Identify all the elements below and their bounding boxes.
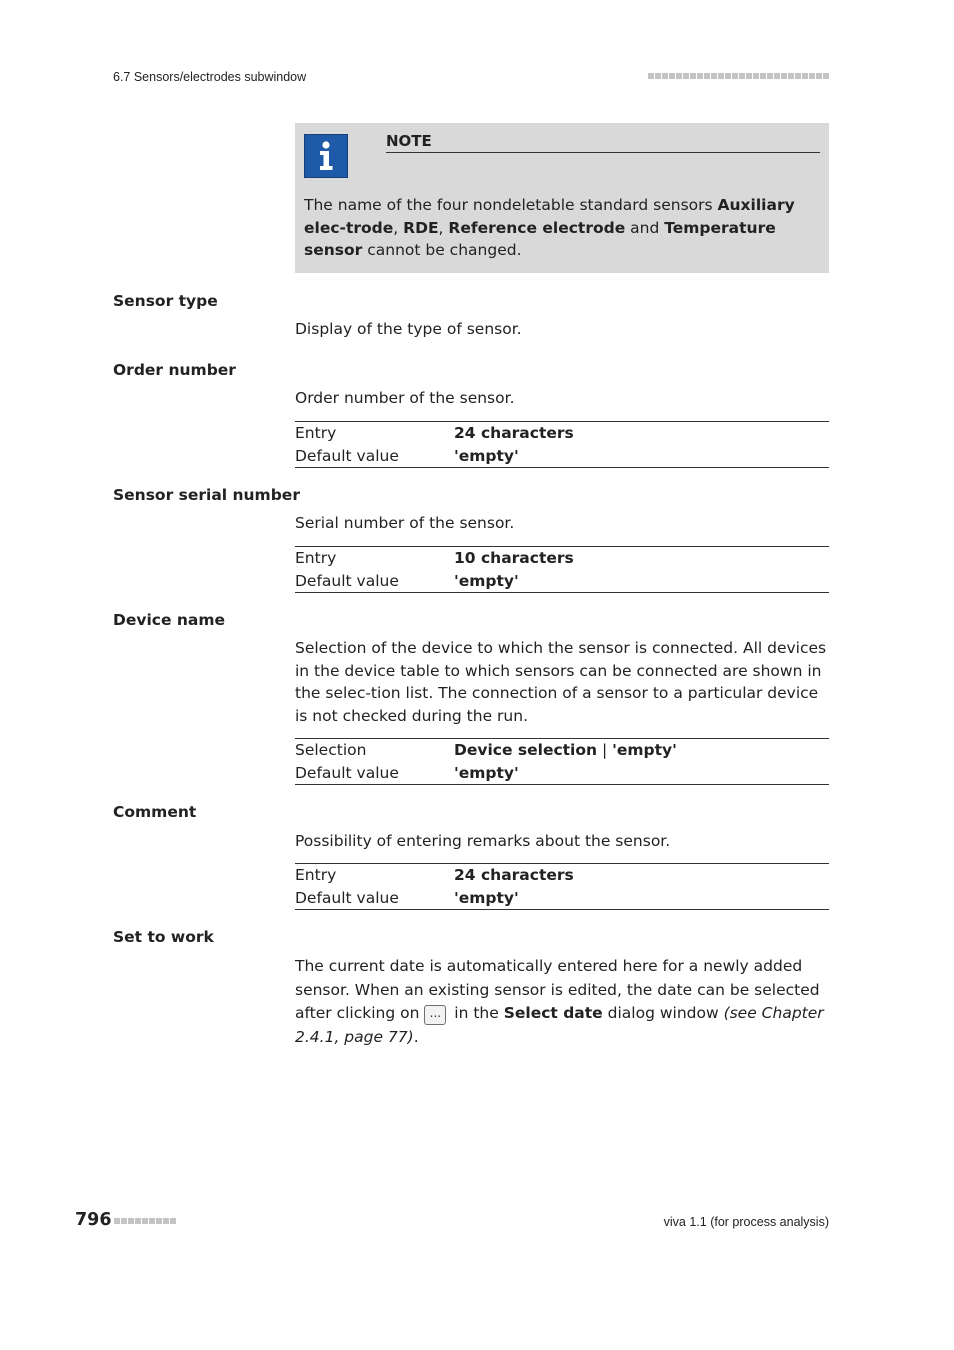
note-text: The name of the four nondeletable standard sensors Auxiliary elec-trode, RDE, Reference electrode and Temperature sensor cannot be changed. <box>304 196 795 259</box>
default-row: Default value 'empty' <box>295 571 519 590</box>
entry-row: Entry 24 characters <box>295 424 574 442</box>
order-number-label: Order number <box>113 361 236 379</box>
set-to-work-label: Set to work <box>113 928 214 946</box>
device-name-label: Device name <box>113 611 226 629</box>
serial-number-label: Sensor serial number <box>113 486 300 504</box>
order-number-table <box>295 421 829 468</box>
set-to-work-desc: The current date is automatically entered here for a newly added sensor. When an existing sensor is edited, the date can be selected after clicking on ... in the Select date dialog window (see Chapter 2.4.1, page 77). <box>295 957 824 1046</box>
section-title: 6.7 Sensors/electrodes subwindow <box>113 70 307 84</box>
entry-row: Entry 24 characters <box>295 866 574 884</box>
sensor-type-label: Sensor type <box>113 292 218 310</box>
ellipsis-button-icon: ... <box>424 1005 446 1025</box>
default-row: Default value 'empty' <box>295 446 519 465</box>
note-box <box>295 123 829 273</box>
header-decoration <box>648 73 829 79</box>
comment-desc: Possibility of entering remarks about the sensor. <box>295 832 671 850</box>
sensor-type-desc: Display of the type of sensor. <box>295 320 522 338</box>
info-icon <box>304 134 348 178</box>
comment-table <box>295 863 829 910</box>
order-number-desc: Order number of the sensor. <box>295 389 515 407</box>
comment-label: Comment <box>113 803 197 821</box>
device-name-table <box>295 738 829 785</box>
product-name: viva 1.1 (for process analysis) <box>663 1215 829 1229</box>
footer-decoration <box>114 1218 176 1224</box>
serial-number-desc: Serial number of the sensor. <box>295 514 515 532</box>
chapter-link[interactable]: (see Chapter 2.4.1, page 77) <box>295 1004 824 1046</box>
default-row: Default value 'empty' <box>295 888 519 907</box>
note-title: NOTE <box>386 132 820 153</box>
serial-number-table <box>295 546 829 593</box>
page-number: 796 <box>75 1210 112 1230</box>
entry-row: Entry 10 characters <box>295 549 574 567</box>
default-row: Default value 'empty' <box>295 763 519 782</box>
device-name-desc: Selection of the device to which the sensor is connected. All devices in the device table to which sensors can be connected are shown in the selec-tion list. The connection of a sensor to a particular device is not checked during the run. <box>295 639 827 725</box>
selection-row: Selection Device selection | 'empty' <box>295 741 677 759</box>
